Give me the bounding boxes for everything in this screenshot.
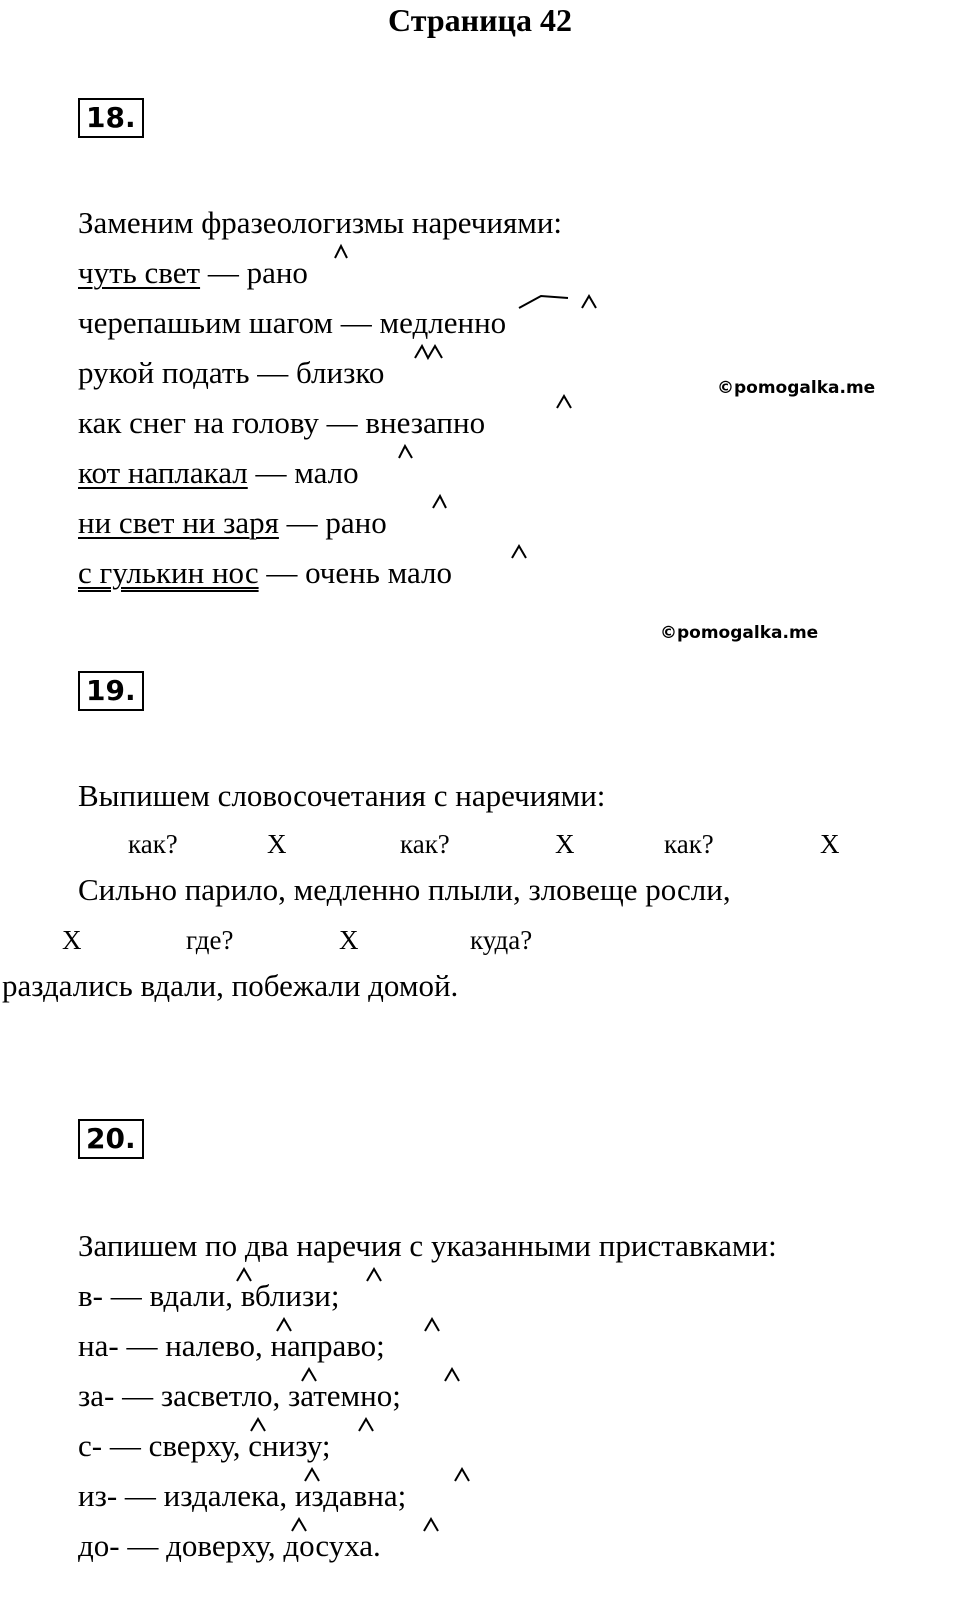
adverbs: сверху, снизу; (148, 1428, 331, 1463)
phraseologism: черепашьим шагом (78, 305, 334, 340)
task-18-row (78, 403, 485, 443)
dash: — (258, 555, 306, 590)
adverb: близко (296, 355, 385, 390)
suffix-mark (455, 1469, 469, 1481)
task-19-heading: Выпишем словосочетания с наречиями: (78, 778, 606, 813)
suffix-mark (445, 1369, 459, 1381)
task-18-number: 18. (78, 98, 144, 138)
task-18-row (78, 553, 452, 593)
task-20-row (78, 1376, 401, 1416)
adverb: очень мало (305, 555, 453, 590)
phraseologism: рукой подать (78, 355, 250, 390)
task-19-line: раздались вдали, побежали домой. (2, 968, 459, 1003)
task-18-heading: Заменим фразеологизмы наречиями: (78, 205, 563, 240)
question-label: где? (186, 925, 234, 955)
question-label: Х (555, 829, 575, 859)
suffix-mark (335, 246, 347, 258)
dash: — (102, 1428, 149, 1463)
task-20-row (78, 1326, 385, 1366)
adverbs: налево, направо; (165, 1328, 385, 1363)
question-label: Х (339, 925, 359, 955)
suffix-mark (399, 446, 412, 458)
question-label: Х (267, 829, 287, 859)
adverb: рано (325, 505, 387, 540)
task-20-row (78, 1426, 331, 1466)
task-number-text: 18 (86, 101, 125, 134)
task-number-text: 20 (86, 1122, 125, 1155)
prefix: на- (78, 1328, 119, 1363)
prefix: с- (78, 1428, 103, 1463)
task-20-heading: Запишем по два наречия с указанными приставками: (78, 1228, 777, 1263)
question-label: куда? (470, 925, 533, 955)
task-19-line: Сильно парило, медленно плыли, зловеще росли, (78, 872, 731, 907)
suffix-mark (424, 1519, 438, 1531)
dash: — (117, 1478, 164, 1513)
adverb: внезапно (365, 405, 486, 440)
adverb: рано (246, 255, 308, 290)
adverbs: издалека, издавна; (163, 1478, 407, 1513)
dash: — (114, 1378, 161, 1413)
task-18-row (78, 303, 506, 343)
task-18-row (78, 253, 308, 293)
dash: — (102, 1278, 150, 1313)
task-number-text: 19 (86, 674, 125, 707)
prefix: до- (78, 1528, 120, 1563)
phraseologism: чуть свет (78, 255, 201, 290)
prefix: за- (78, 1378, 115, 1413)
dash: — (247, 455, 295, 490)
dash: — (333, 305, 380, 340)
dash: — (118, 1328, 166, 1363)
dash: — (200, 255, 247, 290)
suffix-mark (557, 396, 571, 408)
suffix-mark (512, 546, 526, 558)
dash: — (249, 355, 297, 390)
task-20-row (78, 1526, 381, 1566)
suffix-mark (433, 496, 446, 508)
adverb: мало (294, 455, 359, 490)
suffix-mark (415, 346, 442, 358)
suffix-mark (359, 1419, 373, 1431)
phraseologism: с гулькин нос (78, 555, 259, 590)
phraseologism: как снег на голову (78, 405, 319, 440)
task-18-row (78, 453, 359, 493)
dash: — (278, 505, 326, 540)
question-label: Х (820, 829, 840, 859)
suffix-mark (367, 1269, 381, 1281)
dash: — (119, 1528, 167, 1563)
adverb: медленно (379, 305, 507, 340)
watermark: ©pomogalka.me (717, 378, 876, 398)
task-20-row (78, 1276, 339, 1316)
question-label: как? (400, 829, 450, 859)
task-18-row (78, 353, 384, 393)
phraseologism: ни свет ни заря (78, 505, 279, 540)
dash: — (318, 405, 366, 440)
suffix-mark (425, 1319, 439, 1331)
task-20-row (78, 1476, 406, 1516)
task-20-number: 20. (78, 1119, 144, 1159)
adverbs: доверху, досуха. (166, 1528, 381, 1563)
prefix: в- (78, 1278, 103, 1313)
suffix-mark (519, 296, 596, 308)
adverbs: засветло, затемно; (160, 1378, 401, 1413)
adverbs: вдали, вблизи; (149, 1278, 340, 1313)
page-title: Страница 42 (388, 2, 572, 38)
watermark: ©pomogalka.me (660, 623, 819, 643)
prefix: из- (78, 1478, 118, 1513)
question-label: как? (128, 829, 178, 859)
task-19-number: 19. (78, 671, 144, 711)
question-label: Х (62, 925, 82, 955)
task-18-row (78, 503, 387, 543)
question-label: как? (664, 829, 714, 859)
phraseologism: кот наплакал (78, 455, 248, 490)
